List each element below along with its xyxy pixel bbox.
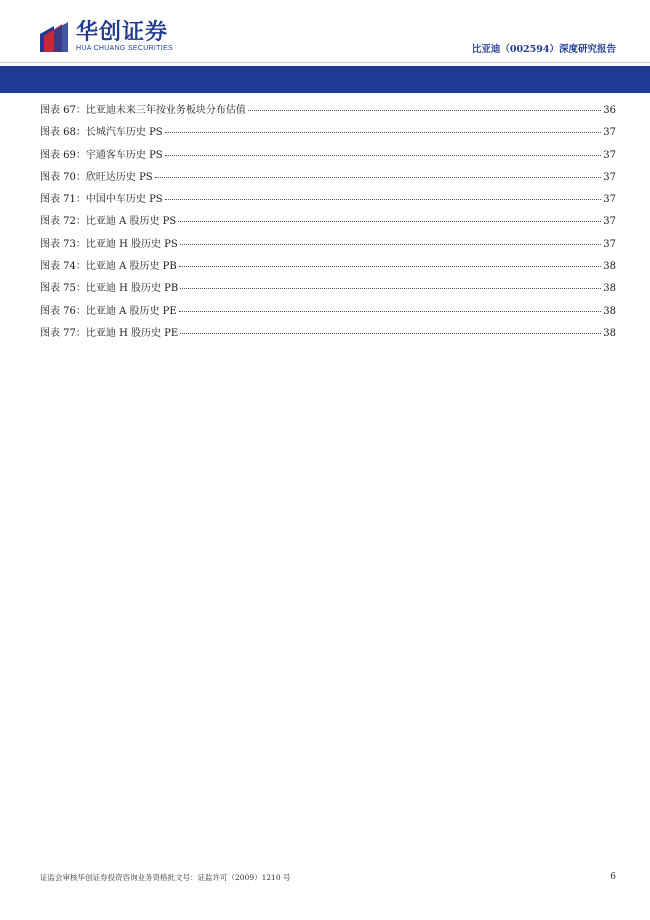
toc-entry-label: 图表 68：长城汽车历史 PS xyxy=(40,127,163,139)
logo-subtext: HUA CHUANG SECURITIES xyxy=(76,45,173,52)
toc-leader-dots xyxy=(248,110,601,111)
toc-entry-page: 37 xyxy=(603,171,616,183)
toc-leader-dots xyxy=(165,199,602,200)
toc-entry[interactable] xyxy=(40,126,616,148)
toc-leader-dots xyxy=(180,288,601,289)
toc-entry-label: 图表 73：比亚迪 H 股历史 PS xyxy=(40,238,178,250)
toc-entry-label: 图表 70：欣旺达历史 PS xyxy=(40,171,153,183)
toc-leader-dots xyxy=(180,333,601,334)
toc-entry-page: 37 xyxy=(603,238,616,250)
toc-entry[interactable] xyxy=(40,327,616,349)
toc-entry-label: 图表 75：比亚迪 H 股历史 PB xyxy=(40,283,179,295)
page-header xyxy=(0,0,650,95)
toc-entry-page: 38 xyxy=(603,261,616,273)
toc-entry[interactable] xyxy=(40,238,616,260)
toc-leader-dots xyxy=(165,155,602,156)
toc-entry-page: 38 xyxy=(603,305,616,317)
toc-leader-dots xyxy=(180,244,602,245)
toc-leader-dots xyxy=(165,132,602,133)
report-title: 比亚迪（002594）深度研究报告 xyxy=(471,44,616,55)
toc-entry-label: 图表 69：宇通客车历史 PS xyxy=(40,149,163,161)
toc-leader-dots xyxy=(155,177,602,178)
header-divider xyxy=(0,62,650,63)
toc-leader-dots xyxy=(178,221,601,222)
toc-leader-dots xyxy=(179,266,602,267)
footer-license: 证监会审核华创证券投资咨询业务资格批文号：证监许可（2009）1210 号 xyxy=(40,873,291,882)
toc-entry-label: 图表 72：比亚迪 A 股历史 PS xyxy=(40,216,177,228)
toc-entry-label: 图表 74：比亚迪 A 股历史 PB xyxy=(40,261,177,273)
toc-entry-label: 图表 77：比亚迪 H 股历史 PE xyxy=(40,327,179,339)
toc-entry-page: 37 xyxy=(603,216,616,228)
toc-entry-label: 图表 67：比亚迪未来三年按业务板块分布估值 xyxy=(40,105,246,116)
toc-entry-page: 38 xyxy=(603,283,616,295)
toc-entry[interactable] xyxy=(40,171,616,193)
toc-entry[interactable] xyxy=(40,104,616,126)
toc-leader-dots xyxy=(179,311,602,312)
toc-entry-page: 38 xyxy=(603,327,616,339)
toc-entry[interactable] xyxy=(40,260,616,282)
huachuang-logo-icon xyxy=(40,22,68,52)
toc-entry-page: 37 xyxy=(603,127,616,139)
toc-entry-label: 图表 76：比亚迪 A 股历史 PE xyxy=(40,305,177,317)
logo-text: 华创证券 xyxy=(76,20,169,45)
toc-entry[interactable] xyxy=(40,149,616,171)
footer-page-number: 6 xyxy=(610,872,616,882)
header-band xyxy=(0,66,650,93)
toc-entry[interactable] xyxy=(40,305,616,327)
toc-entry[interactable] xyxy=(40,193,616,215)
toc-entry-label: 图表 71：中国中车历史 PS xyxy=(40,194,163,206)
table-of-figures xyxy=(40,104,616,349)
toc-entry[interactable] xyxy=(40,215,616,237)
toc-entry-page: 37 xyxy=(603,194,616,206)
toc-entry-page: 37 xyxy=(603,149,616,161)
toc-entry-page: 36 xyxy=(603,105,616,116)
toc-entry[interactable] xyxy=(40,282,616,304)
